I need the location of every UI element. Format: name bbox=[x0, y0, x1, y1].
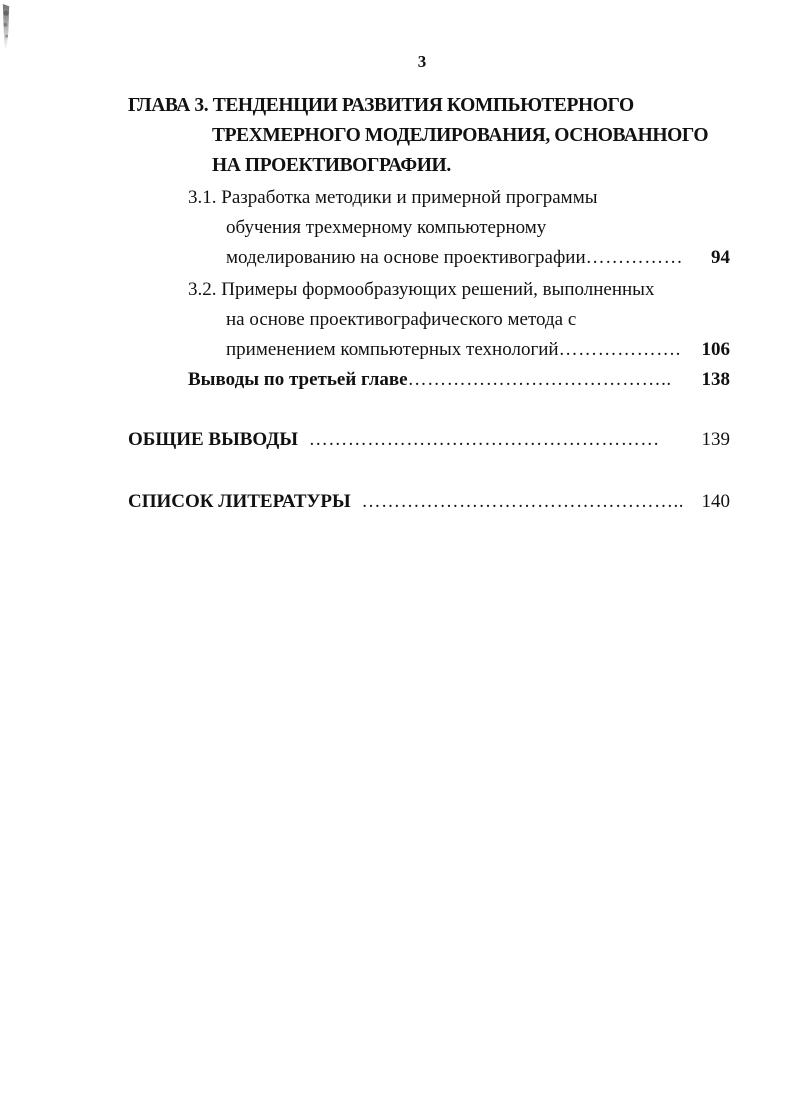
chapter-title-line-2: ТРЕХМЕРНОГО МОДЕЛИРОВАНИЯ, ОСНОВАННОГО bbox=[212, 125, 709, 146]
page-number: 3 bbox=[417, 52, 427, 71]
section-3-2-line-1[interactable] bbox=[188, 278, 654, 302]
leader-dots: ……………………………………………… bbox=[308, 429, 660, 450]
entry-title: ОБЩИЕ ВЫВОДЫ bbox=[128, 429, 298, 450]
entry-title: Выводы по третьей главе bbox=[188, 369, 408, 390]
section-title: Примеры формообразующих решений, выполненных bbox=[221, 279, 655, 300]
chapter-title-line-1: ГЛАВА 3. ТЕНДЕНЦИИ РАЗВИТИЯ КОМПЬЮТЕРНОГО bbox=[128, 95, 634, 116]
section-3-1-page: 94 bbox=[711, 247, 730, 268]
references-entry[interactable] bbox=[128, 490, 684, 514]
section-title: Разработка методики и примерной программы bbox=[221, 187, 598, 208]
section-number: 3.1. bbox=[188, 187, 217, 208]
leader-dots: ………………………………………….. bbox=[361, 491, 684, 512]
entry-title: СПИСОК ЛИТЕРАТУРЫ bbox=[128, 491, 351, 512]
section-3-1-line-1[interactable] bbox=[188, 186, 597, 210]
general-conclusions-entry[interactable] bbox=[128, 428, 660, 452]
section-3-2-line-2: на основе проективографического метода с bbox=[226, 309, 577, 330]
section-number: 3.2. bbox=[188, 279, 217, 300]
general-conclusions-page: 139 bbox=[701, 429, 730, 450]
section-3-2-page: 106 bbox=[701, 339, 730, 360]
section-3-1-line-3[interactable] bbox=[226, 246, 683, 270]
leader-dots: ………………………………….. bbox=[407, 369, 672, 390]
chapter-title-line-3: НА ПРОЕКТИВОГРАФИИ. bbox=[212, 155, 451, 176]
section-title: применением компьютерных технологий bbox=[226, 339, 559, 360]
references-page: 140 bbox=[701, 491, 730, 512]
leader-dots: …………… bbox=[585, 247, 684, 268]
section-3-2-line-3[interactable] bbox=[226, 338, 681, 362]
chapter-conclusions-page: 138 bbox=[701, 369, 730, 390]
scan-artifact bbox=[2, 4, 10, 50]
section-title: моделированию на основе проективографии bbox=[226, 247, 586, 268]
chapter-conclusions-entry[interactable] bbox=[188, 368, 672, 392]
leader-dots: ………………. bbox=[558, 339, 681, 360]
section-3-1-line-2: обучения трехмерному компьютерному bbox=[226, 217, 547, 238]
